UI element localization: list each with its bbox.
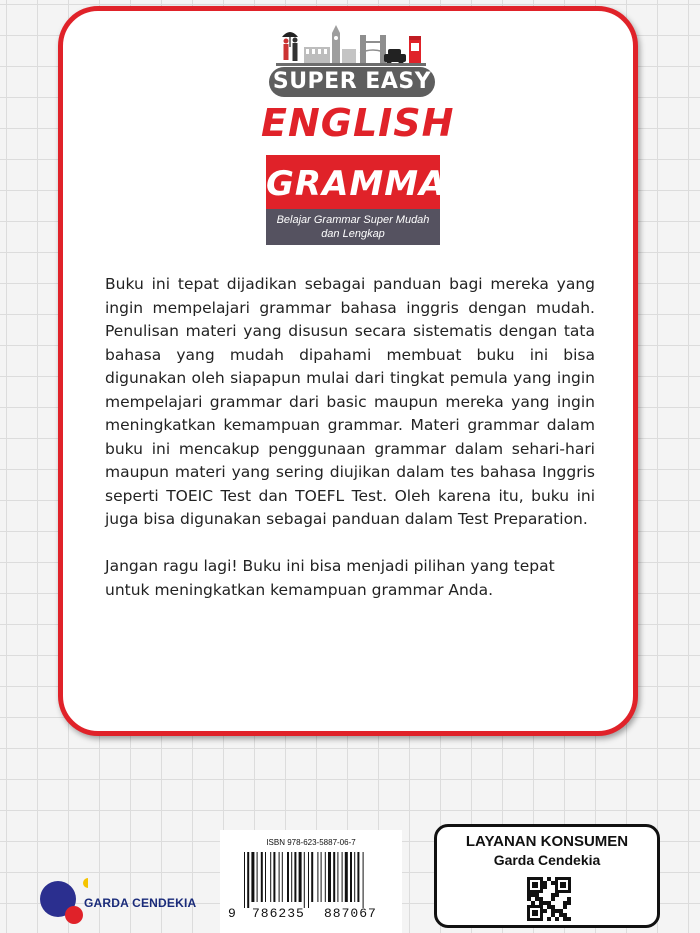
phone-booth-icon bbox=[409, 36, 421, 63]
book-title-english: ENGLISH bbox=[261, 101, 455, 145]
publisher-logo-icon bbox=[38, 875, 88, 931]
barcode bbox=[220, 830, 402, 933]
customer-service-title: LAYANAN KONSUMEN bbox=[465, 833, 629, 850]
tagline-line-2: dan Lengkap bbox=[321, 228, 385, 240]
book-title-grammar: GRAMMAR bbox=[266, 155, 440, 209]
barcode-digits-group-2: 887067 bbox=[324, 906, 377, 921]
london-skyline-icon bbox=[276, 25, 426, 71]
tagline-line-1: Belajar Grammar Super Mudah bbox=[276, 214, 430, 226]
umbrella-couple-icon bbox=[282, 32, 298, 61]
series-title: SUPER EASY bbox=[269, 67, 435, 97]
big-ben-icon bbox=[332, 25, 340, 63]
barcode-digit-first: 9 bbox=[228, 906, 236, 921]
description-panel bbox=[58, 6, 638, 736]
barcode-digits-group-1: 786235 bbox=[252, 906, 305, 921]
qr-code-icon[interactable] bbox=[527, 877, 571, 921]
barcode-bars bbox=[230, 852, 392, 908]
book-tagline bbox=[266, 209, 440, 245]
description-paragraph-1: Buku ini tepat dijadikan sebagai panduan bagi mereka yang ingin mempelajari grammar bahasa inggris dengan mudah. Penulisan materi yang disusun secara sistematis dengan tata bahasa yang mudah dipahami membuat buku ini bisa digunakan oleh siapapun mulai dari tingkat pemula yang ingin mempelajari grammar dari basic maupun mereka yang ingin meningkatkan kemampuan grammar. Materi grammar dalam buku ini mencakup penggunaan grammar dalam sehari-hari maupun materi yang sering diujikan dalam tes bahasa Inggris seperti TOEIC Test dan TOEFL Test. Oleh karena itu, buku ini juga bisa digunakan sebagai panduan dalam Test Preparation. bbox=[105, 275, 595, 528]
tower-bridge-icon bbox=[360, 35, 386, 63]
customer-service-name: Garda Cendekia bbox=[493, 852, 601, 868]
isbn-number: ISBN 978-623-5887-06-7 bbox=[266, 838, 356, 847]
customer-service-box bbox=[434, 824, 660, 928]
publisher-name: GARDA CENDEKIA bbox=[84, 896, 197, 910]
publisher-logo bbox=[38, 875, 208, 931]
description-paragraph-2: Jangan ragu lagi! Buku ini bisa menjadi pilihan yang tepat untuk meningkatkan kemampuan grammar Anda. bbox=[105, 557, 555, 599]
